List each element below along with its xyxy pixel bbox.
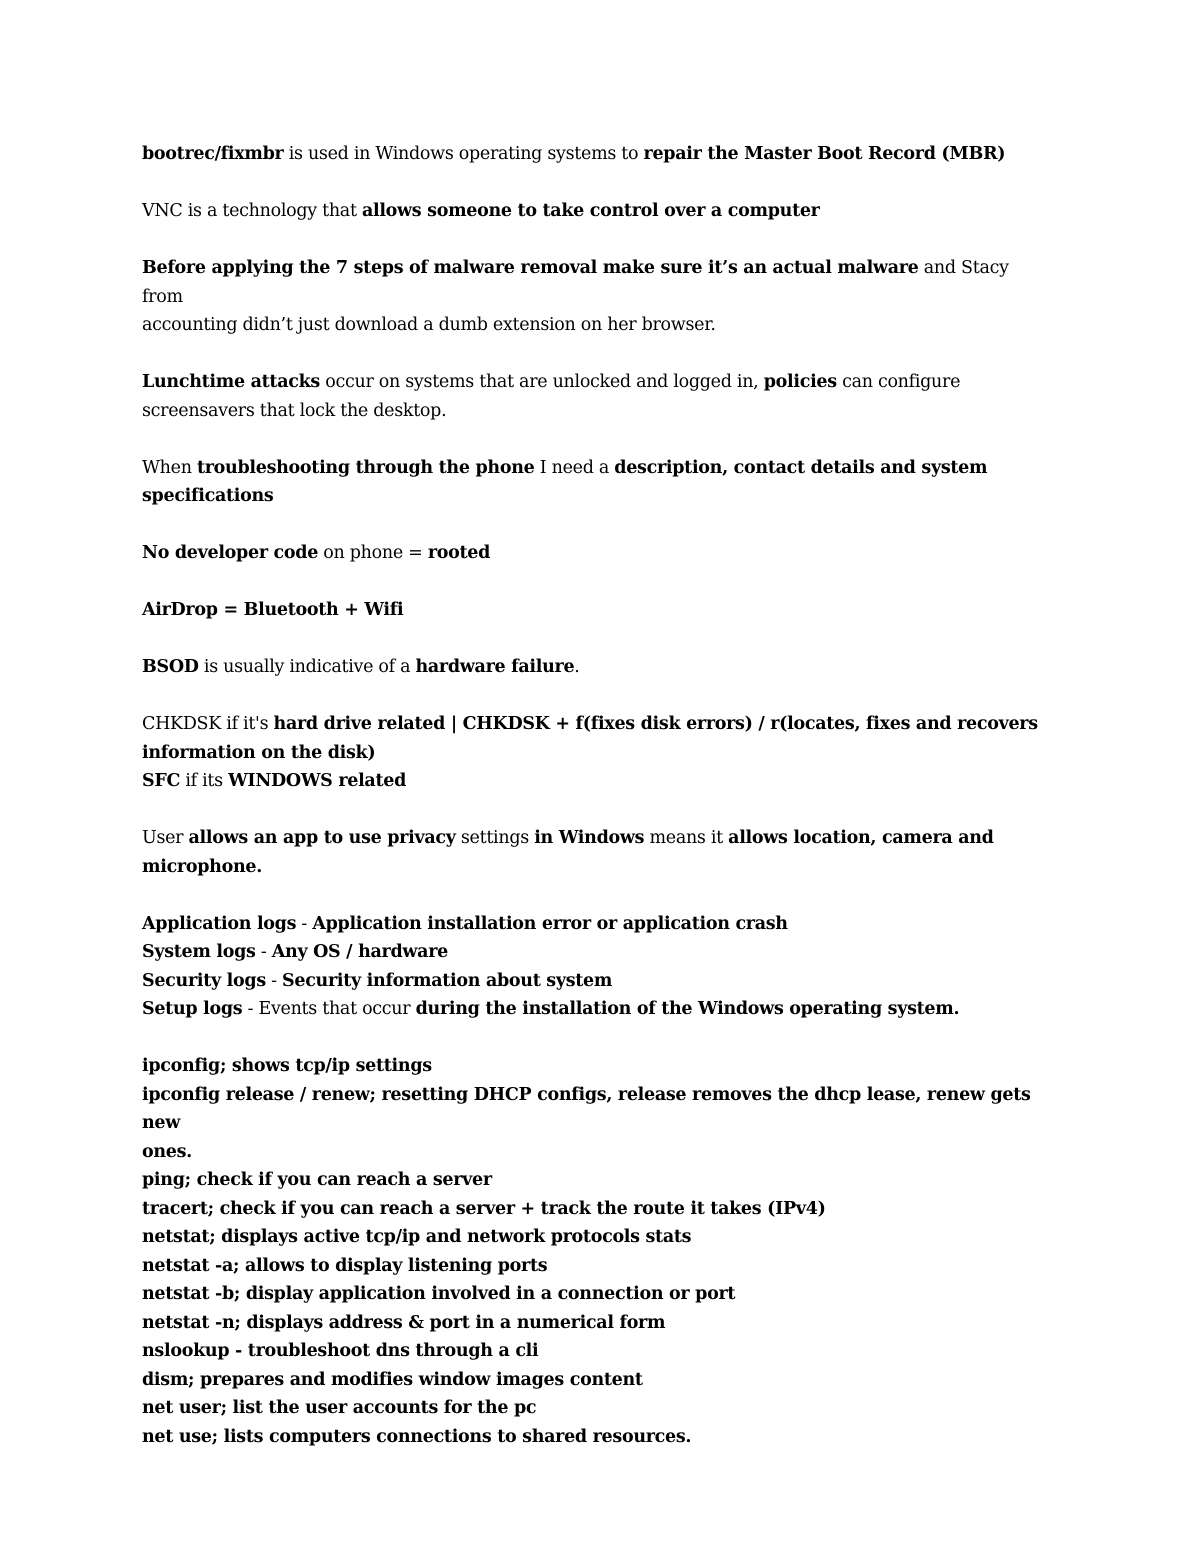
- text-line: [142, 1166, 1042, 1195]
- bold-text-run: net user; list the user accounts for the pc: [142, 1398, 537, 1418]
- text-run: on phone =: [318, 543, 428, 563]
- text-run: -: [255, 942, 272, 962]
- paragraph-spacer: [142, 881, 1042, 910]
- text-run: settings: [455, 828, 535, 848]
- paragraph: [142, 539, 1042, 568]
- paragraph-spacer: [142, 625, 1042, 654]
- bold-text-run: netstat -b; display application involved in a connection or port: [142, 1284, 736, 1304]
- bold-text-run: bootrec/fixmbr: [142, 144, 284, 164]
- bold-text-run: in Windows: [534, 828, 645, 848]
- text-line: [142, 1394, 1042, 1423]
- bold-text-run: specifications: [142, 486, 274, 506]
- bold-text-run: netstat -a; allows to display listening ports: [142, 1255, 548, 1276]
- paragraph: [142, 454, 1042, 511]
- bold-text-run: hardware failure: [415, 657, 575, 677]
- paragraph: [142, 653, 1042, 682]
- bold-text-run: dism; prepares and modifies window images content: [142, 1369, 643, 1390]
- text-run: and Stacy from: [142, 258, 1009, 307]
- paragraph-spacer: [142, 568, 1042, 597]
- text-run: -: [296, 913, 313, 934]
- text-run: CHKDSK: [142, 714, 222, 734]
- paragraph: [142, 254, 1042, 340]
- bold-text-run: during the installation of the Windows operating system.: [415, 999, 960, 1019]
- paragraph-spacer: [142, 169, 1042, 198]
- bold-text-run: Setup logs: [142, 999, 243, 1019]
- bold-text-run: ones.: [142, 1141, 192, 1162]
- bold-text-run: description, contact details and system: [614, 457, 988, 478]
- text-line: [142, 1195, 1042, 1224]
- text-line: [142, 1138, 1042, 1167]
- text-line: [142, 710, 1042, 739]
- text-run: is usually indicative of a: [198, 657, 416, 677]
- text-line: [142, 454, 1042, 483]
- text-line: [142, 739, 1042, 768]
- text-line: [142, 1280, 1042, 1309]
- bold-text-run: System logs: [142, 942, 256, 962]
- text-run: .: [574, 657, 580, 677]
- text-line: [142, 938, 1042, 967]
- text-run: VNC: [142, 201, 183, 221]
- bold-text-run: Before applying the 7 steps of malware removal make sure it’s an actual malware: [142, 258, 919, 278]
- bold-text-run: policies: [763, 372, 837, 392]
- text-line: [142, 1423, 1042, 1452]
- text-line: [142, 596, 1042, 625]
- bold-text-run: hard drive related: [273, 714, 446, 734]
- paragraph-spacer: [142, 682, 1042, 711]
- paragraph: [142, 368, 1042, 425]
- text-run: User: [142, 828, 189, 848]
- text-line: [142, 853, 1042, 882]
- text-line: [142, 1052, 1042, 1081]
- text-line: [142, 653, 1042, 682]
- bold-text-run: information on the disk): [142, 742, 376, 763]
- paragraph: [142, 910, 1042, 1024]
- text-line: [142, 539, 1042, 568]
- paragraph: [142, 1052, 1042, 1451]
- text-line: [142, 767, 1042, 796]
- paragraph-spacer: [142, 1024, 1042, 1053]
- paragraph-spacer: [142, 340, 1042, 369]
- bold-text-run: AirDrop = Bluetooth + Wifi: [142, 600, 404, 620]
- bold-text-run: microphone.: [142, 856, 262, 877]
- text-line: [142, 1366, 1042, 1395]
- bold-text-run: WINDOWS related: [228, 771, 407, 791]
- paragraph: [142, 824, 1042, 881]
- bold-text-run: Security information about system: [282, 970, 613, 991]
- text-run: occur on systems that are unlocked and logged in,: [319, 372, 764, 392]
- text-line: [142, 311, 1042, 340]
- bold-text-run: ping; check if you can reach a server: [142, 1170, 492, 1190]
- text-line: [142, 397, 1042, 426]
- bold-text-run: netstat -n; displays address & port in a numerical form: [142, 1312, 666, 1333]
- text-line: [142, 995, 1042, 1024]
- paragraph: [142, 197, 1042, 226]
- bold-text-run: Lunchtime attacks: [142, 372, 320, 392]
- bold-text-run: No developer code: [142, 543, 319, 563]
- text-line: [142, 910, 1042, 939]
- bold-text-run: Security logs: [142, 970, 266, 991]
- bold-text-run: ipconfig; shows tcp/ip settings: [142, 1056, 432, 1076]
- text-run: -: [265, 970, 283, 991]
- bold-text-run: tracert; check if you can reach a server + track the route it takes (IPv4): [142, 1198, 826, 1219]
- bold-text-run: troubleshooting through the phone: [196, 457, 535, 478]
- bold-text-run: allows someone to take control over a computer: [361, 201, 820, 221]
- bold-text-run: allows location, camera and: [728, 828, 994, 848]
- text-line: [142, 254, 1042, 311]
- bold-text-run: ipconfig release / renew; resetting DHCP configs, release removes the dhcp lease, renew gets new: [142, 1084, 1031, 1133]
- text-line: [142, 1081, 1042, 1138]
- bold-text-run: nslookup - troubleshoot dns through a cli: [142, 1341, 539, 1361]
- text-line: [142, 197, 1042, 226]
- bold-text-run: Any OS / hardware: [271, 942, 448, 962]
- text-line: [142, 824, 1042, 853]
- bold-text-run: | CHKDSK + f(fixes disk errors) / r(locates, fixes and recovers: [445, 714, 1038, 734]
- text-run: - Events that occur: [242, 999, 416, 1019]
- bold-text-run: net use; lists computers connections to shared resources.: [142, 1426, 692, 1447]
- paragraph-spacer: [142, 226, 1042, 255]
- text-line: [142, 1223, 1042, 1252]
- text-line: [142, 482, 1042, 511]
- text-run: When: [142, 457, 197, 478]
- bold-text-run: BSOD: [142, 657, 199, 677]
- paragraph-spacer: [142, 796, 1042, 825]
- text-run: if it's: [221, 714, 274, 734]
- paragraph: [142, 710, 1042, 796]
- bold-text-run: netstat; displays active tcp/ip and network protocols stats: [142, 1227, 692, 1247]
- text-run: I need a: [534, 457, 615, 478]
- text-run: if its: [180, 771, 229, 791]
- document-body: [142, 140, 1042, 1451]
- paragraph: [142, 596, 1042, 625]
- bold-text-run: rooted: [427, 543, 491, 563]
- text-line: [142, 140, 1042, 169]
- text-line: [142, 368, 1042, 397]
- text-line: [142, 967, 1042, 996]
- bold-text-run: SFC: [142, 771, 181, 791]
- bold-text-run: repair the Master Boot Record (MBR): [643, 144, 1006, 164]
- text-run: is used in Windows operating systems to: [283, 144, 644, 164]
- paragraph-spacer: [142, 511, 1042, 540]
- text-run: is a technology that: [182, 201, 362, 221]
- text-run: accounting didn’t just download a dumb extension on her browser.: [142, 315, 716, 335]
- bold-text-run: allows an app to use privacy: [188, 828, 456, 848]
- bold-text-run: Application logs: [142, 913, 297, 934]
- paragraph-spacer: [142, 425, 1042, 454]
- bold-text-run: Application installation error or application crash: [312, 913, 788, 934]
- text-run: screensavers that lock the desktop.: [142, 400, 447, 421]
- text-line: [142, 1309, 1042, 1338]
- paragraph: [142, 140, 1042, 169]
- text-run: means it: [644, 828, 729, 848]
- text-line: [142, 1337, 1042, 1366]
- text-run: can configure: [836, 372, 961, 392]
- text-line: [142, 1252, 1042, 1281]
